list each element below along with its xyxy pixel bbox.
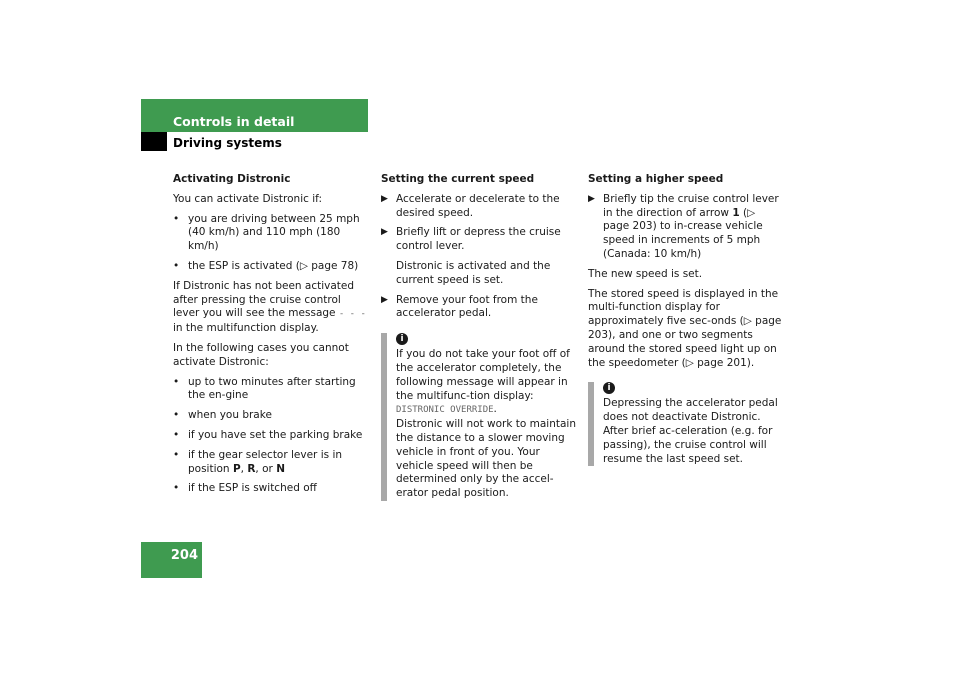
bullet-icon: • (173, 428, 180, 441)
list-item (173, 260, 369, 274)
step-text: Accelerate or decelerate to the desired speed. (396, 192, 560, 219)
bullet-icon: • (173, 482, 180, 495)
result-text: The new speed is set. (588, 267, 703, 280)
list-item (173, 376, 369, 404)
arrow-icon: ▶ (381, 227, 388, 238)
cannot-activate-intro: In the following cases you cannot activate Distronic: (173, 341, 349, 368)
list-item: • if the gear selector lever is in position P, R, or N (173, 448, 343, 475)
info-text: If you do not take your foot off of the accelerator completely, the following message will appear in the multifunc-tion display: DISTRONIC OVERRIDE. Distronic will not work to maintain the distance to a slower moving vehicle in front of you. Your vehicle speed will then be determined only by the accel-erator pedal position. (396, 348, 576, 500)
list-item-text: if the ESP is switched off (188, 482, 317, 495)
intro-text: You can activate Distronic if: (173, 192, 322, 205)
step-text: Remove your foot from the accelerator pedal. (396, 293, 538, 320)
heading-current-speed: Setting the current speed (381, 173, 535, 185)
info-text: Depressing the accelerator pedal does not deactivate Distronic. After brief ac-celeration (e.g. for passing), the cruise control will resume the last speed set. (603, 397, 778, 465)
column-activating (173, 173, 369, 502)
arrow-icon: ▶ (381, 193, 388, 204)
heading-activating: Activating Distronic (173, 173, 291, 185)
list-item-text: the ESP is activated (▷ page 78) (188, 259, 359, 272)
step-item (381, 294, 577, 322)
page-number: 204 (141, 542, 202, 578)
info-bar (381, 333, 387, 501)
bullet-icon: • (173, 375, 180, 388)
step-result: Distronic is activated and the current speed is set. (396, 259, 551, 286)
info-icon: i (603, 382, 615, 394)
list-item (173, 409, 369, 423)
bullet-icon: • (173, 448, 180, 461)
list-item-text: (40 km/h) and 110 mph (180 km/h) (188, 226, 341, 253)
info-box (588, 382, 784, 466)
gear-p: P (232, 462, 241, 475)
step-item (381, 226, 577, 254)
list-item (173, 213, 369, 254)
info-bar (588, 382, 594, 466)
gear-n: N (276, 462, 285, 475)
list-item-text: up to two minutes after starting the en-gine (188, 375, 356, 402)
arrow-icon: ▶ (588, 193, 595, 204)
list-item-text: when you brake (188, 409, 272, 422)
info-box (381, 333, 577, 501)
bullet-icon: • (173, 212, 180, 225)
list-item-text: you are driving between 25 mph (188, 212, 360, 225)
display-text: The stored speed is displayed in the multi-function display for approximately five sec-onds (▷ page 203), and one or two segments around the stored speed light up on the speedometer (▷ page 201). (588, 287, 782, 369)
arrow-number: 1 (732, 206, 740, 219)
bullet-icon: • (173, 259, 180, 272)
list-item-text: if you have set the parking brake (188, 428, 363, 441)
step-item: ▶ Briefly tip the cruise control lever in the direction of arrow 1 (▷ page 203) to in-crease vehicle speed in increments of 5 mph (Canada: 10 km/h) (588, 192, 779, 260)
bullet-icon: • (173, 409, 180, 422)
subsection-title: Driving systems (173, 136, 282, 150)
display-message: - - - (338, 309, 366, 320)
not-activated-paragraph: If Distronic has not been activated after pressing the cruise control lever you will see the message - - - in the multifunction display. (173, 279, 366, 335)
gear-r: R (247, 462, 256, 475)
heading-higher-speed: Setting a higher speed (588, 173, 724, 185)
section-marker (141, 132, 167, 151)
display-message: DISTRONIC OVERRIDE (396, 405, 494, 416)
step-text: Briefly lift or depress the cruise control lever. (396, 226, 561, 253)
list-item (173, 429, 369, 443)
arrow-icon: ▶ (381, 294, 388, 305)
column-higher-speed (588, 173, 784, 466)
info-icon: i (396, 333, 408, 345)
section-title: Controls in detail (173, 114, 295, 129)
step-item (381, 193, 577, 221)
list-item (173, 482, 369, 496)
column-current-speed (381, 173, 577, 501)
